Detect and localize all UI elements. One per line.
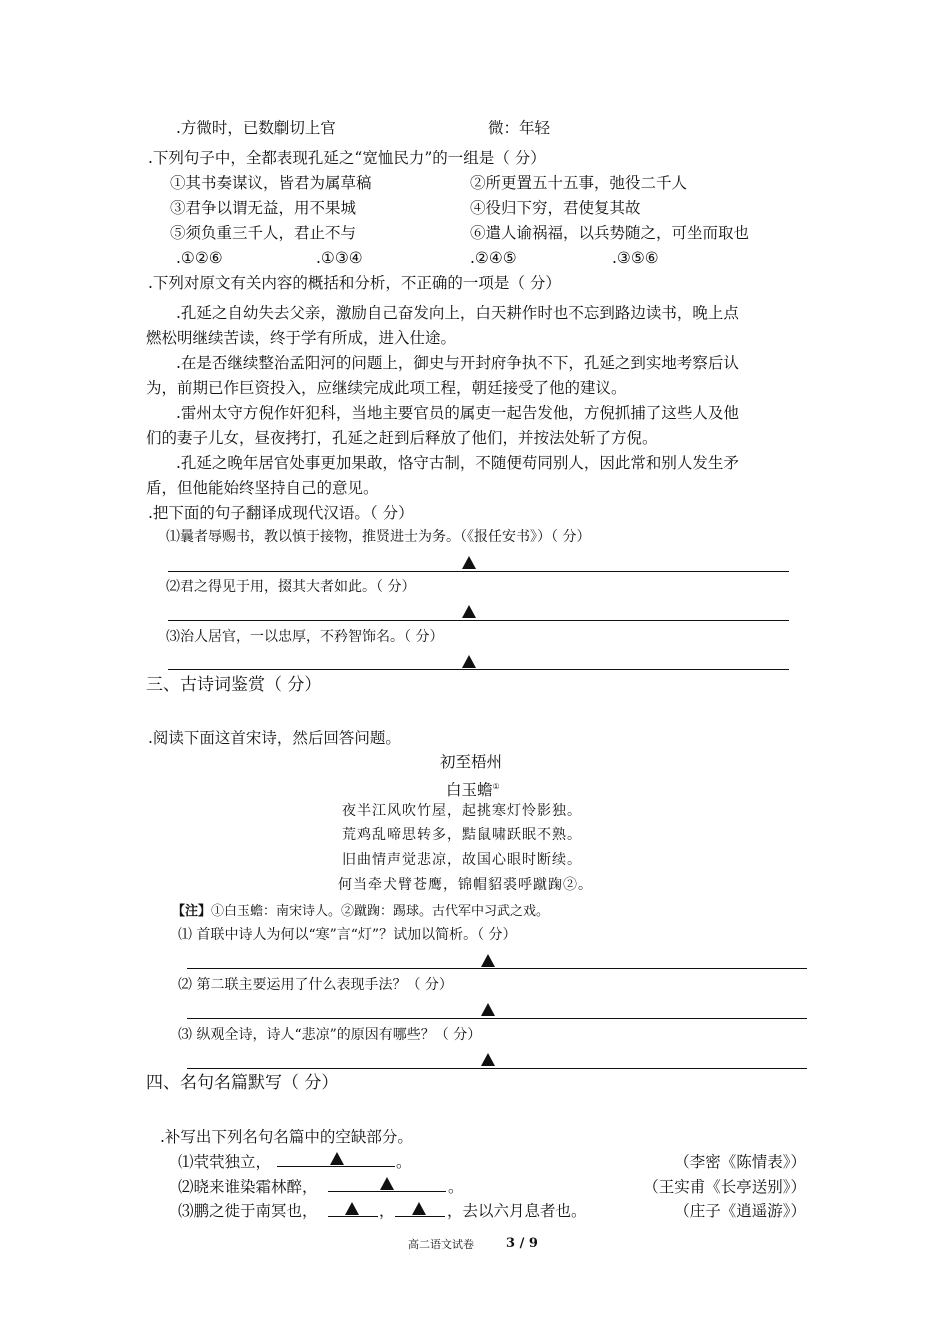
analysis-option-b: .在是否继续整治孟阳河的问题上，御史与开封府争执不下，孔延之到实地考察后认: [176, 354, 739, 372]
fill-blank[interactable]: [328, 1191, 446, 1192]
recite-item-1: ⑴茕茕独立，: [178, 1153, 272, 1171]
choice-d: .③⑤⑥: [612, 249, 659, 267]
question-stem: .下列句子中，全都表现孔延之“宽恤民力”的一组是（ 分）: [148, 149, 546, 167]
choice-b: .①③④: [316, 249, 363, 267]
option-d: .方微时，已数劘切上官: [176, 119, 336, 137]
poem-question-3: ⑶ 纵观全诗，诗人“悲凉”的原因有哪些？（ 分）: [178, 1027, 482, 1043]
footer-label: 高二语文试卷: [408, 1238, 474, 1251]
sentence-item: ②所更置五十五事，弛役二千人: [470, 174, 688, 192]
poem-line: 荒鸡乱啼思转多，黠鼠啸跃眠不熟。: [342, 827, 582, 843]
choice-a: .①②⑥: [176, 249, 223, 267]
question-stem: .下列对原文有关内容的概括和分析，不正确的一项是（ 分）: [148, 274, 561, 292]
fill-blank[interactable]: [328, 1216, 378, 1217]
analysis-option-b-cont: 为，前期已作巨资投入，应继续完成此项工程，朝廷接受了他的建议。: [146, 379, 627, 397]
choice-c: .②④⑤: [470, 249, 517, 267]
answer-line[interactable]: [168, 571, 789, 572]
analysis-option-d-cont: 盾，但他能始终坚持自己的意见。: [146, 479, 379, 497]
answer-triangle-icon: [462, 556, 476, 569]
answer-triangle-icon: [345, 1202, 359, 1215]
option-d-note: 微：年轻: [488, 119, 551, 137]
fill-blank[interactable]: [277, 1166, 395, 1167]
recite-source: （庄子《逍遥游》）: [674, 1202, 806, 1220]
translate-item-3: ⑶治人居官，一以忠厚，不矜智饰名。（ 分）: [166, 629, 444, 645]
sentence-item: ④役归下穷，君使复其故: [470, 199, 641, 217]
analysis-option-c-cont: 们的妻子儿女，昼夜拷打，孔延之赶到后释放了他们，并按法处斩了方倪。: [146, 429, 658, 447]
poem-title: 初至梧州: [440, 753, 503, 771]
recite-item-2-end: 。: [448, 1178, 464, 1196]
poem-line: 夜半江风吹竹屋，起挑寒灯怜影独。: [342, 803, 582, 819]
poem-line: 何当牵犬臂苍鹰，锦帽貂裘呼蹴踘②。: [338, 877, 593, 893]
answer-line[interactable]: [168, 620, 789, 621]
recite-item-3-end: ，去以六月息者也。: [447, 1202, 587, 1220]
poem-line: 旧曲情声觉悲凉，故国心眼时断续。: [342, 852, 582, 868]
answer-triangle-icon: [380, 1177, 394, 1190]
answer-line[interactable]: [187, 1018, 807, 1019]
recite-item-3-comma: ，: [379, 1202, 395, 1220]
page-number: 3 / 9: [506, 1236, 538, 1251]
fill-blank[interactable]: [395, 1216, 445, 1217]
question-stem: .把下面的句子翻译成现代汉语。（ 分）: [148, 504, 414, 522]
translate-item-1: ⑴曩者辱赐书，教以慎于接物，推贤进士为务。（《报任安书》）（ 分）: [166, 529, 591, 545]
answer-line[interactable]: [187, 1068, 807, 1069]
answer-triangle-icon: [330, 1152, 344, 1165]
answer-triangle-icon: [481, 1053, 495, 1066]
answer-triangle-icon: [462, 605, 476, 618]
recite-item-2: ⑵晓来谁染霜林醉，: [178, 1178, 318, 1196]
recite-source: （李密《陈情表》）: [674, 1153, 806, 1171]
question-stem: .阅读下面这首宋诗，然后回答问题。: [148, 729, 401, 747]
analysis-option-a: .孔延之自幼失去父亲，激励自己奋发向上，白天耕作时也不忘到路边读书，晚上点: [176, 304, 739, 322]
recite-source: （王实甫《长亭送别》）: [643, 1178, 806, 1196]
poem-question-1: ⑴ 首联中诗人为何以“寒”言“灯”？试加以简析。（ 分）: [178, 927, 517, 943]
poem-author: 白玉蟾①: [446, 781, 500, 800]
sentence-item: ⑥遣人谕祸福，以兵势随之，可坐而取也: [470, 224, 750, 242]
analysis-option-c: .雷州太守方倪作奸犯科，当地主要官员的属吏一起告发他，方倪抓捕了这些人及他: [176, 404, 739, 422]
translate-item-2: ⑵君之得见于用，掇其大者如此。（ 分）: [166, 579, 416, 595]
section-title: 三、古诗词鉴赏（ 分）: [146, 675, 322, 695]
answer-line[interactable]: [168, 669, 789, 670]
recite-item-3: ⑶鹏之徙于南冥也，: [178, 1202, 318, 1220]
answer-triangle-icon: [412, 1202, 426, 1215]
sentence-item: ⑤须负重三千人，君止不与: [170, 224, 357, 242]
sentence-item: ③君争以谓无益，用不果城: [170, 199, 357, 217]
answer-triangle-icon: [481, 954, 495, 967]
recite-item-1-end: 。: [396, 1153, 412, 1171]
section-title: 四、名句名篇默写（ 分）: [146, 1073, 339, 1093]
analysis-option-a-cont: 燃松明继续苦读，终于学有所成，进入仕途。: [146, 329, 457, 347]
answer-line[interactable]: [187, 968, 807, 969]
answer-triangle-icon: [481, 1003, 495, 1016]
poem-note: 【注】①白玉蟾：南宋诗人。②蹴踘：踢球。古代军中习武之戏。: [172, 904, 550, 919]
analysis-option-d: .孔延之晚年居官处事更加果敢，恪守古制，不随便苟同别人，因此常和别人发生矛: [176, 454, 739, 472]
answer-triangle-icon: [462, 655, 476, 668]
question-stem: .补写出下列名句名篇中的空缺部分。: [160, 1128, 413, 1146]
sentence-item: ①其书奏谋议，皆君为属草稿: [170, 174, 372, 192]
poem-question-2: ⑵ 第二联主要运用了什么表现手法？（ 分）: [178, 977, 453, 993]
